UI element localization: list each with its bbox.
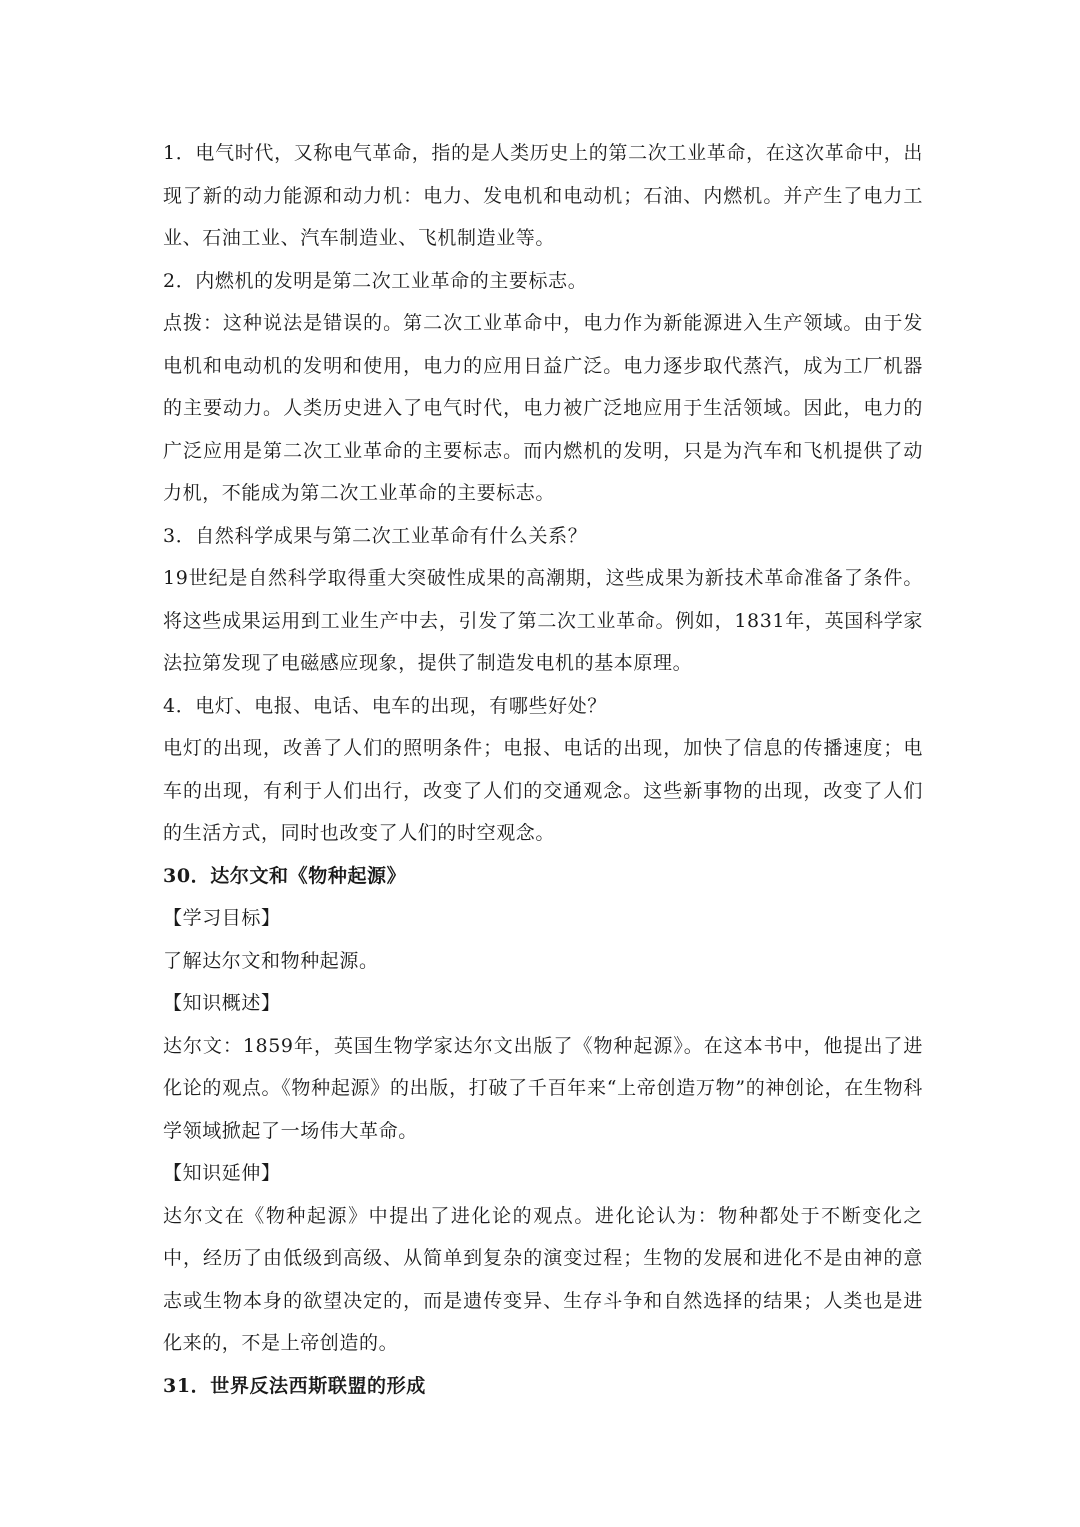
answer-2-paragraph: 点拨：这种说法是错误的。第二次工业革命中，电力作为新能源进入生产领域。由于发电机和电动机的发明和使用，电力的应用日益广泛。电力逐步取代蒸汽，成为工厂机器的主要动力。人类历史进入了电气时代，电力被广泛地应用于生活领域。因此，电力的广泛应用是第二次工业革命的主要标志。而内燃机的发明，只是为汽车和飞机提供了动力机，不能成为第二次工业革命的主要标志。 [163,312,923,504]
question-4-paragraph: 4．电灯、电报、电话、电车的出现，有哪些好处？ [163,694,607,717]
question-3-paragraph: 3．自然科学成果与第二次工业革命有什么关系？ [163,524,588,547]
document-body [163,132,923,1407]
section-31-heading: 31．世界反法西斯联盟的形成 [163,1374,426,1397]
learning-goal-label: 【学习目标】 [163,907,281,929]
knowledge-extension-label: 【知识延伸】 [163,1162,281,1184]
answer-4-paragraph: 电灯的出现，改善了人们的照明条件；电报、电话的出现，加快了信息的传播速度；电车的出现，有利于人们出行，改变了人们的交通观念。这些新事物的出现，改变了人们的生活方式，同时也改变了人们的时空观念。 [163,737,923,844]
learning-goal-text: 了解达尔文和物种起源。 [163,949,379,972]
knowledge-extension-text: 达尔文在《物种起源》中提出了进化论的观点。进化论认为：物种都处于不断变化之中，经历了由低级到高级、从简单到复杂的演变过程；生物的发展和进化不是由神的意志或生物本身的欲望决定的，而是遗传变异、生存斗争和自然选择的结果；人类也是进化来的，不是上帝创造的。 [163,1204,923,1354]
section-30-heading: 30．达尔文和《物种起源》 [163,864,407,887]
knowledge-overview-text: 达尔文：1859年，英国生物学家达尔文出版了《物种起源》。在这本书中，他提出了进化论的观点。《物种起源》的出版，打破了千百年来“上帝创造万物”的神创论，在生物科学领域掀起了一场伟大革命。 [163,1034,923,1142]
answer-3-paragraph: 19世纪是自然科学取得重大突破性成果的高潮期，这些成果为新技术革命准备了条件。将这些成果运用到工业生产中去，引发了第二次工业革命。例如，1831年，英国科学家法拉第发现了电磁感应现象，提供了制造发电机的基本原理。 [163,567,923,674]
question-1-paragraph: 1．电气时代，又称电气革命，指的是人类历史上的第二次工业革命，在这次革命中，出现了新的动力能源和动力机：电力、发电机和电动机；石油、内燃机。并产生了电力工业、石油工业、汽车制造业、飞机制造业等。 [163,142,923,249]
knowledge-overview-label: 【知识概述】 [163,992,281,1014]
question-2-paragraph: 2．内燃机的发明是第二次工业革命的主要标志。 [163,269,588,292]
